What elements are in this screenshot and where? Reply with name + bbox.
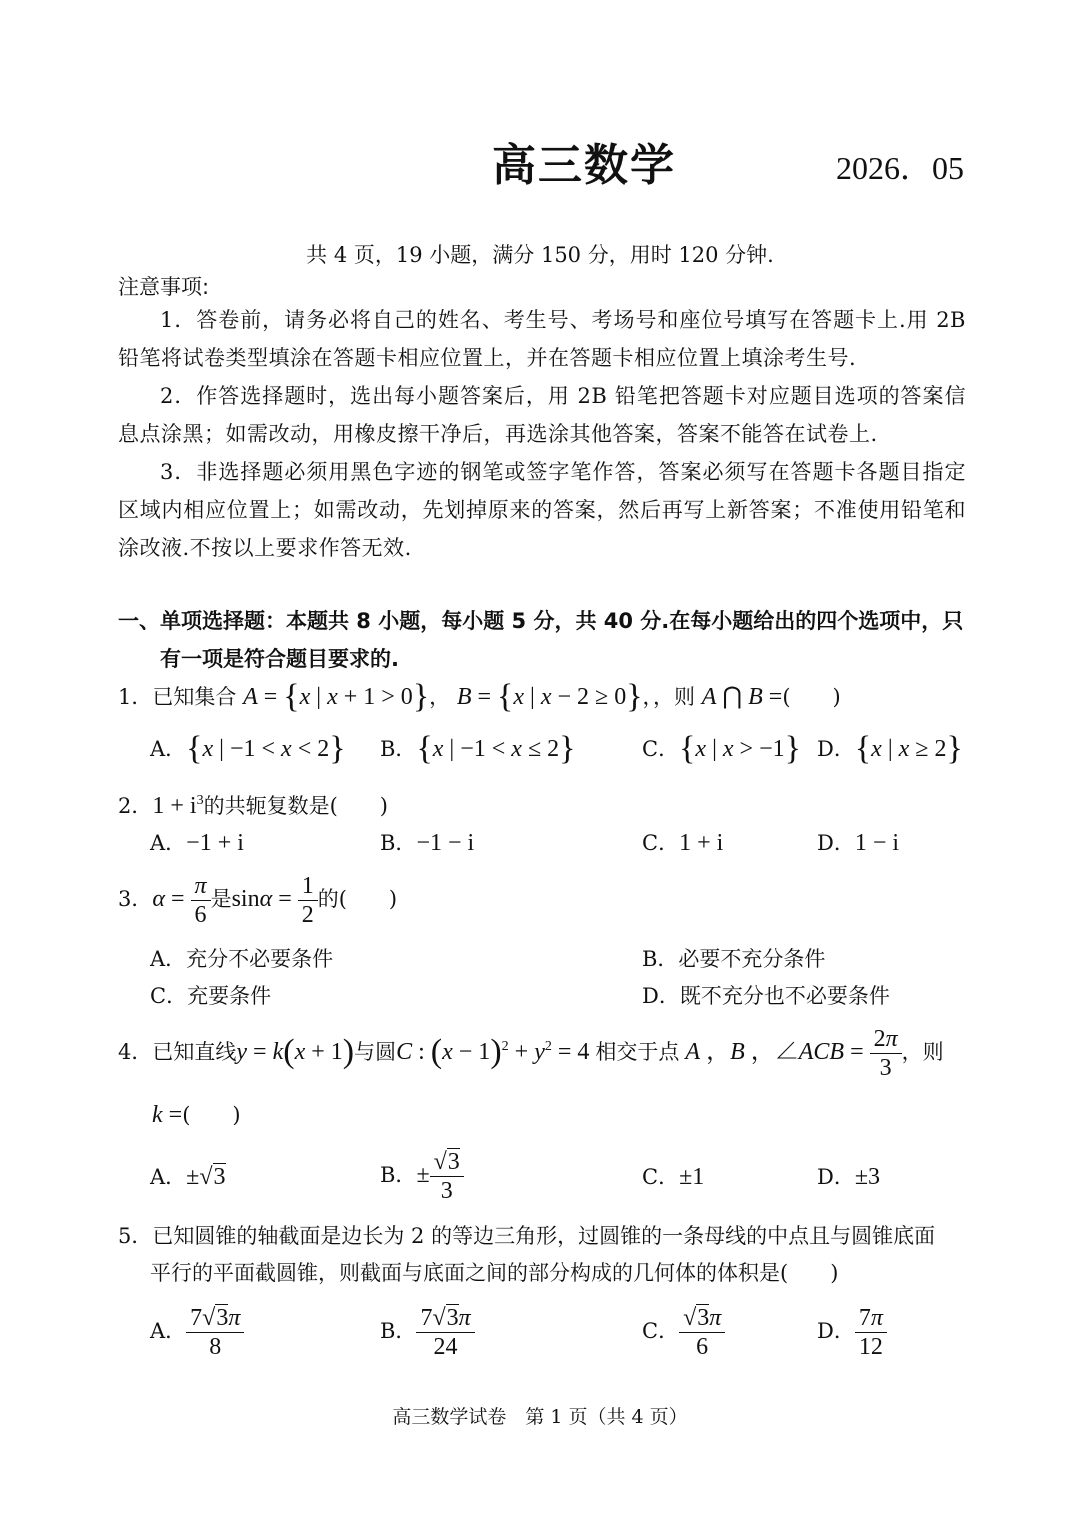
q5-option-c: C． $\frac{√3\pi}{6}$ <box>642 1304 725 1361</box>
q3-option-b: B．必要不充分条件 <box>642 947 826 971</box>
question-4-line-2: k =( ) <box>152 1102 241 1128</box>
page-footer: 高三数学试卷 第 1 页（共 4 页） <box>392 1406 688 1428</box>
q3-option-a: A．充分不必要条件 <box>150 947 334 971</box>
q1-option-b: B．{x | −1 < x ≤ 2} <box>380 730 576 767</box>
q2-option-d: D．1 − i <box>817 830 900 856</box>
exam-date: 2026．05 <box>836 150 965 186</box>
q5-option-d: D． $\frac{7\pi}{12}$ <box>817 1304 887 1361</box>
exam-title: 高三数学 <box>492 140 676 191</box>
section-heading <box>118 602 968 678</box>
q4-option-b: B．± $\frac{√3}{3}$ <box>380 1148 464 1205</box>
notice-item-3: 3．非选择题必须用黑色字迹的钢笔或签字笔作答，答案必须写在答题卡各题目指定区域内相应位置上；如需改动，先划掉原来的答案，然后再写上新答案；不准使用铅笔和涂改液.不按以上要求作答无效. <box>118 460 966 560</box>
question-5-line-2: 平行的平面截圆锥，则截面与底面之间的部分构成的几何体的体积是( ) <box>150 1261 839 1285</box>
notice-item-1: 1．答卷前，请务必将自己的姓名、考生号、考场号和座位号填写在答题卡上.用 2B 铅笔将试卷类型填涂在答题卡相应位置上，并在答题卡相应位置上填涂考生号. <box>118 308 966 370</box>
question-3: 3．α = $\frac{\pi}{6}$ 是sinα = $\frac{1}{2}$ 的( ) <box>118 873 398 928</box>
notice-item-2: 2．作答选择题时，选出每小题答案后，用 2B 铅笔把答题卡对应题目选项的答案信息点涂黑；如需改动，用橡皮擦干净后，再选涂其他答案，答案不能答在试卷上. <box>118 384 966 446</box>
section-line-2: 有一项是符合题目要求的. <box>160 647 399 671</box>
section-line-1: 一、单项选择题：本题共 8 小题，每小题 5 分，共 40 分.在每小题给出的四个选项中，只 <box>118 609 964 633</box>
notice-heading: 注意事项: <box>118 275 210 299</box>
q3-option-d: D．既不充分也不必要条件 <box>642 984 890 1008</box>
q3-option-c: C．充要条件 <box>150 984 272 1008</box>
q4-option-a: A．±√3 <box>150 1164 226 1190</box>
question-4: 4．已知直线y = k(x + 1)与圆C : $(x - 1)^2 + y^2 = 4$ 相交于点 A ，B ，∠ACB = $\frac{2\pi}{3}$ ，则 <box>118 1026 944 1081</box>
q5-option-b: B． $\frac{7√3\pi}{24}$ <box>380 1304 475 1361</box>
q1-option-d: D．{x | x ≥ 2} <box>817 730 963 767</box>
question-5: 5．已知圆锥的轴截面是边长为 2 的等边三角形，过圆锥的一条母线的中点且与圆锥底面 <box>118 1224 936 1248</box>
question-2: 2．$1 + i^3$的共轭复数是( ) <box>118 793 388 819</box>
q4-option-d: D．±3 <box>817 1164 881 1190</box>
q2-option-a: A．−1 + i <box>150 830 244 856</box>
exam-subtitle: 共 4 页，19 小题，满分 150 分，用时 120 分钟. <box>306 243 774 267</box>
q2-option-c: C．1 + i <box>642 830 724 856</box>
q1-option-a: A．{x | −1 < x < 2} <box>150 730 346 767</box>
q5-option-a: A． $\frac{7√3\pi}{8}$ <box>150 1304 244 1361</box>
q2-option-b: B．−1 − i <box>380 830 475 856</box>
q1-option-c: C．{x | x > −1} <box>642 730 801 767</box>
q4-option-c: C．±1 <box>642 1164 705 1190</box>
question-1: 1．已知集合 A = {x | x + 1 > 0}， B = {x | x − 2 ≥ 0}，，则 A ⋂ B =( ) <box>118 678 841 715</box>
